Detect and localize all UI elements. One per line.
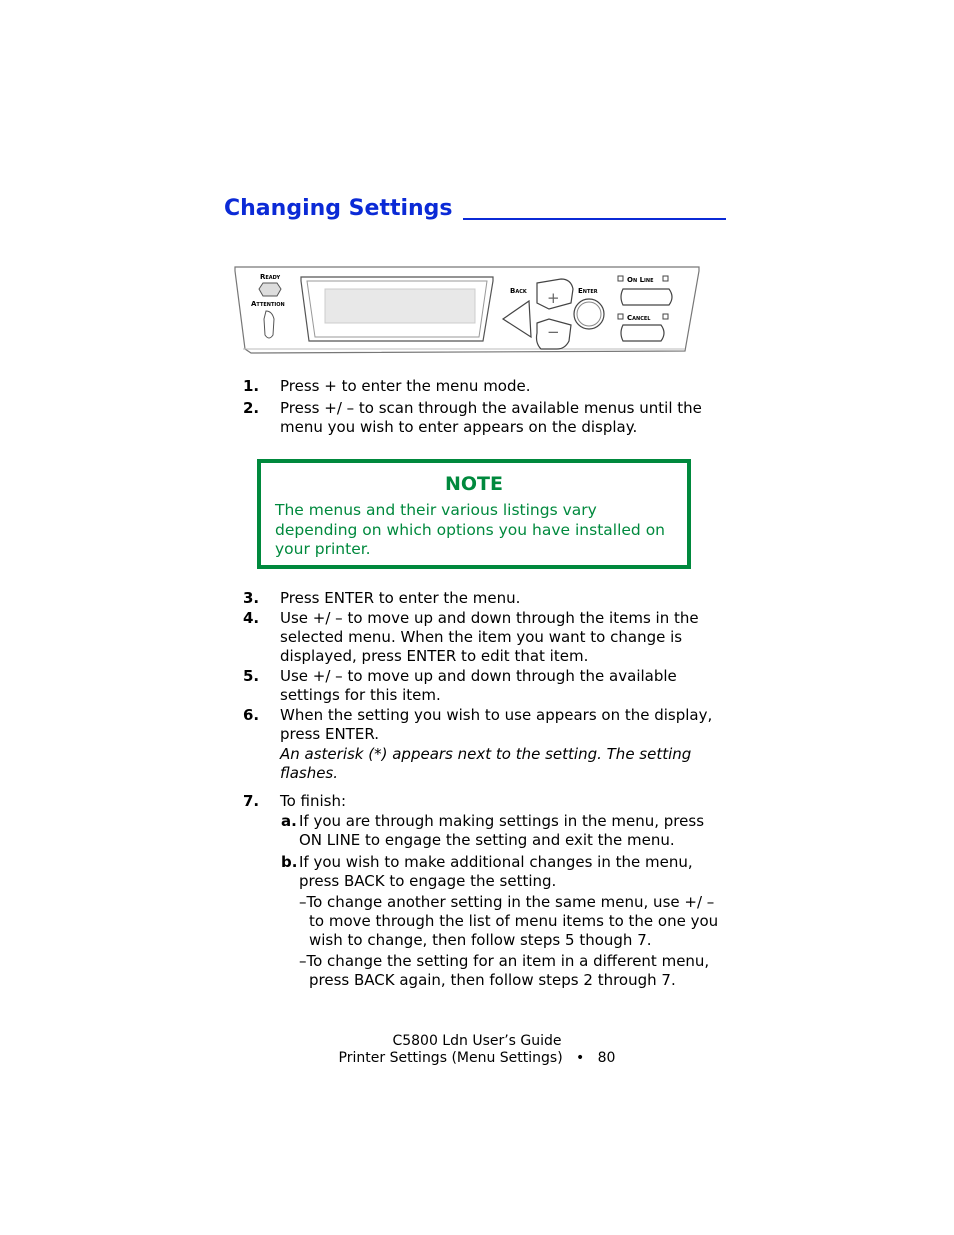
list-item: [243, 399, 731, 437]
step-text: Use +/ – to move up and down through the items in the selected menu. When the item you want to change is displayed, press ENTER to edit that item.: [280, 609, 699, 665]
plus-symbol: +: [547, 289, 560, 307]
cancel-label: Cancel: [627, 314, 651, 322]
steps-list-a: [243, 377, 731, 437]
substep-text: If you wish to make additional changes in the menu, press BACK to engage the setting.: [299, 853, 693, 890]
page-title: Changing Settings: [224, 196, 453, 221]
dash-text: –To change the setting for an item in a different menu, press BACK again, then follow steps 2 through 7.: [299, 952, 710, 989]
step-text: To finish:: [280, 792, 347, 810]
step-text: Press +/ – to scan through the available menus until the menu you wish to enter appears on the display.: [280, 399, 702, 436]
step-note: An asterisk (*) appears next to the setting. The setting flashes.: [280, 745, 692, 782]
enter-label: Enter: [578, 287, 598, 295]
step-number: 1.: [243, 377, 260, 395]
online-button: [621, 289, 672, 305]
substep-b: [281, 853, 731, 891]
step-text: Press ENTER to enter the menu.: [280, 589, 521, 607]
list-item: [243, 667, 731, 705]
note-title: NOTE: [445, 473, 503, 495]
lcd-display: [325, 289, 475, 323]
title-rule: [463, 218, 726, 220]
note-body: The menus and their various listings vary depending on which options you have installed on your printer.: [275, 501, 666, 558]
steps-list-b: [243, 589, 731, 783]
footer-section-page: Printer Settings (Menu Settings) • 80: [338, 1050, 616, 1066]
attention-led: [264, 311, 274, 338]
step-text: Use +/ – to move up and down through the available settings for this item.: [280, 667, 677, 704]
substep-a: [281, 812, 731, 850]
step-text: Press + to enter the menu mode.: [280, 377, 531, 395]
back-label: Back: [510, 287, 527, 295]
dash-item: [299, 952, 729, 990]
footer-guide-title: C5800 Ldn User’s Guide: [392, 1033, 562, 1049]
list-item: [243, 792, 731, 811]
minus-symbol: −: [547, 323, 560, 341]
steps-list-c: [243, 792, 731, 811]
step-number: 5.: [243, 667, 260, 685]
substep-text: If you are through making settings in the menu, press ON LINE to engage the setting and exit the menu.: [299, 812, 705, 849]
substep-letter: b.: [281, 853, 298, 871]
dash-text: –To change another setting in the same menu, use +/ – to move through the list of menu items to the one you wish to change, then follow steps 5 though 7.: [299, 893, 719, 949]
step-number: 4.: [243, 609, 260, 627]
enter-button: [574, 299, 604, 329]
step-number: 3.: [243, 589, 260, 607]
note-box: [257, 459, 691, 569]
substep-letter: a.: [281, 812, 297, 830]
attention-label: Attention: [251, 300, 285, 308]
control-panel-illustration: [231, 263, 703, 357]
list-item: [243, 589, 731, 608]
dash-item: [299, 893, 729, 950]
step-number: 7.: [243, 792, 260, 810]
cancel-button: [621, 325, 664, 341]
online-led: [618, 276, 623, 281]
step-number: 2.: [243, 399, 260, 417]
step-text: When the setting you wish to use appears on the display, press ENTER.: [280, 706, 713, 743]
online-label: On Line: [627, 276, 654, 284]
ready-led: [259, 283, 281, 296]
step-number: 6.: [243, 706, 260, 724]
cancel-led: [618, 314, 623, 319]
list-item: [243, 377, 731, 396]
ready-label: Ready: [260, 273, 281, 281]
list-item: [243, 706, 731, 783]
list-item: [243, 609, 731, 666]
